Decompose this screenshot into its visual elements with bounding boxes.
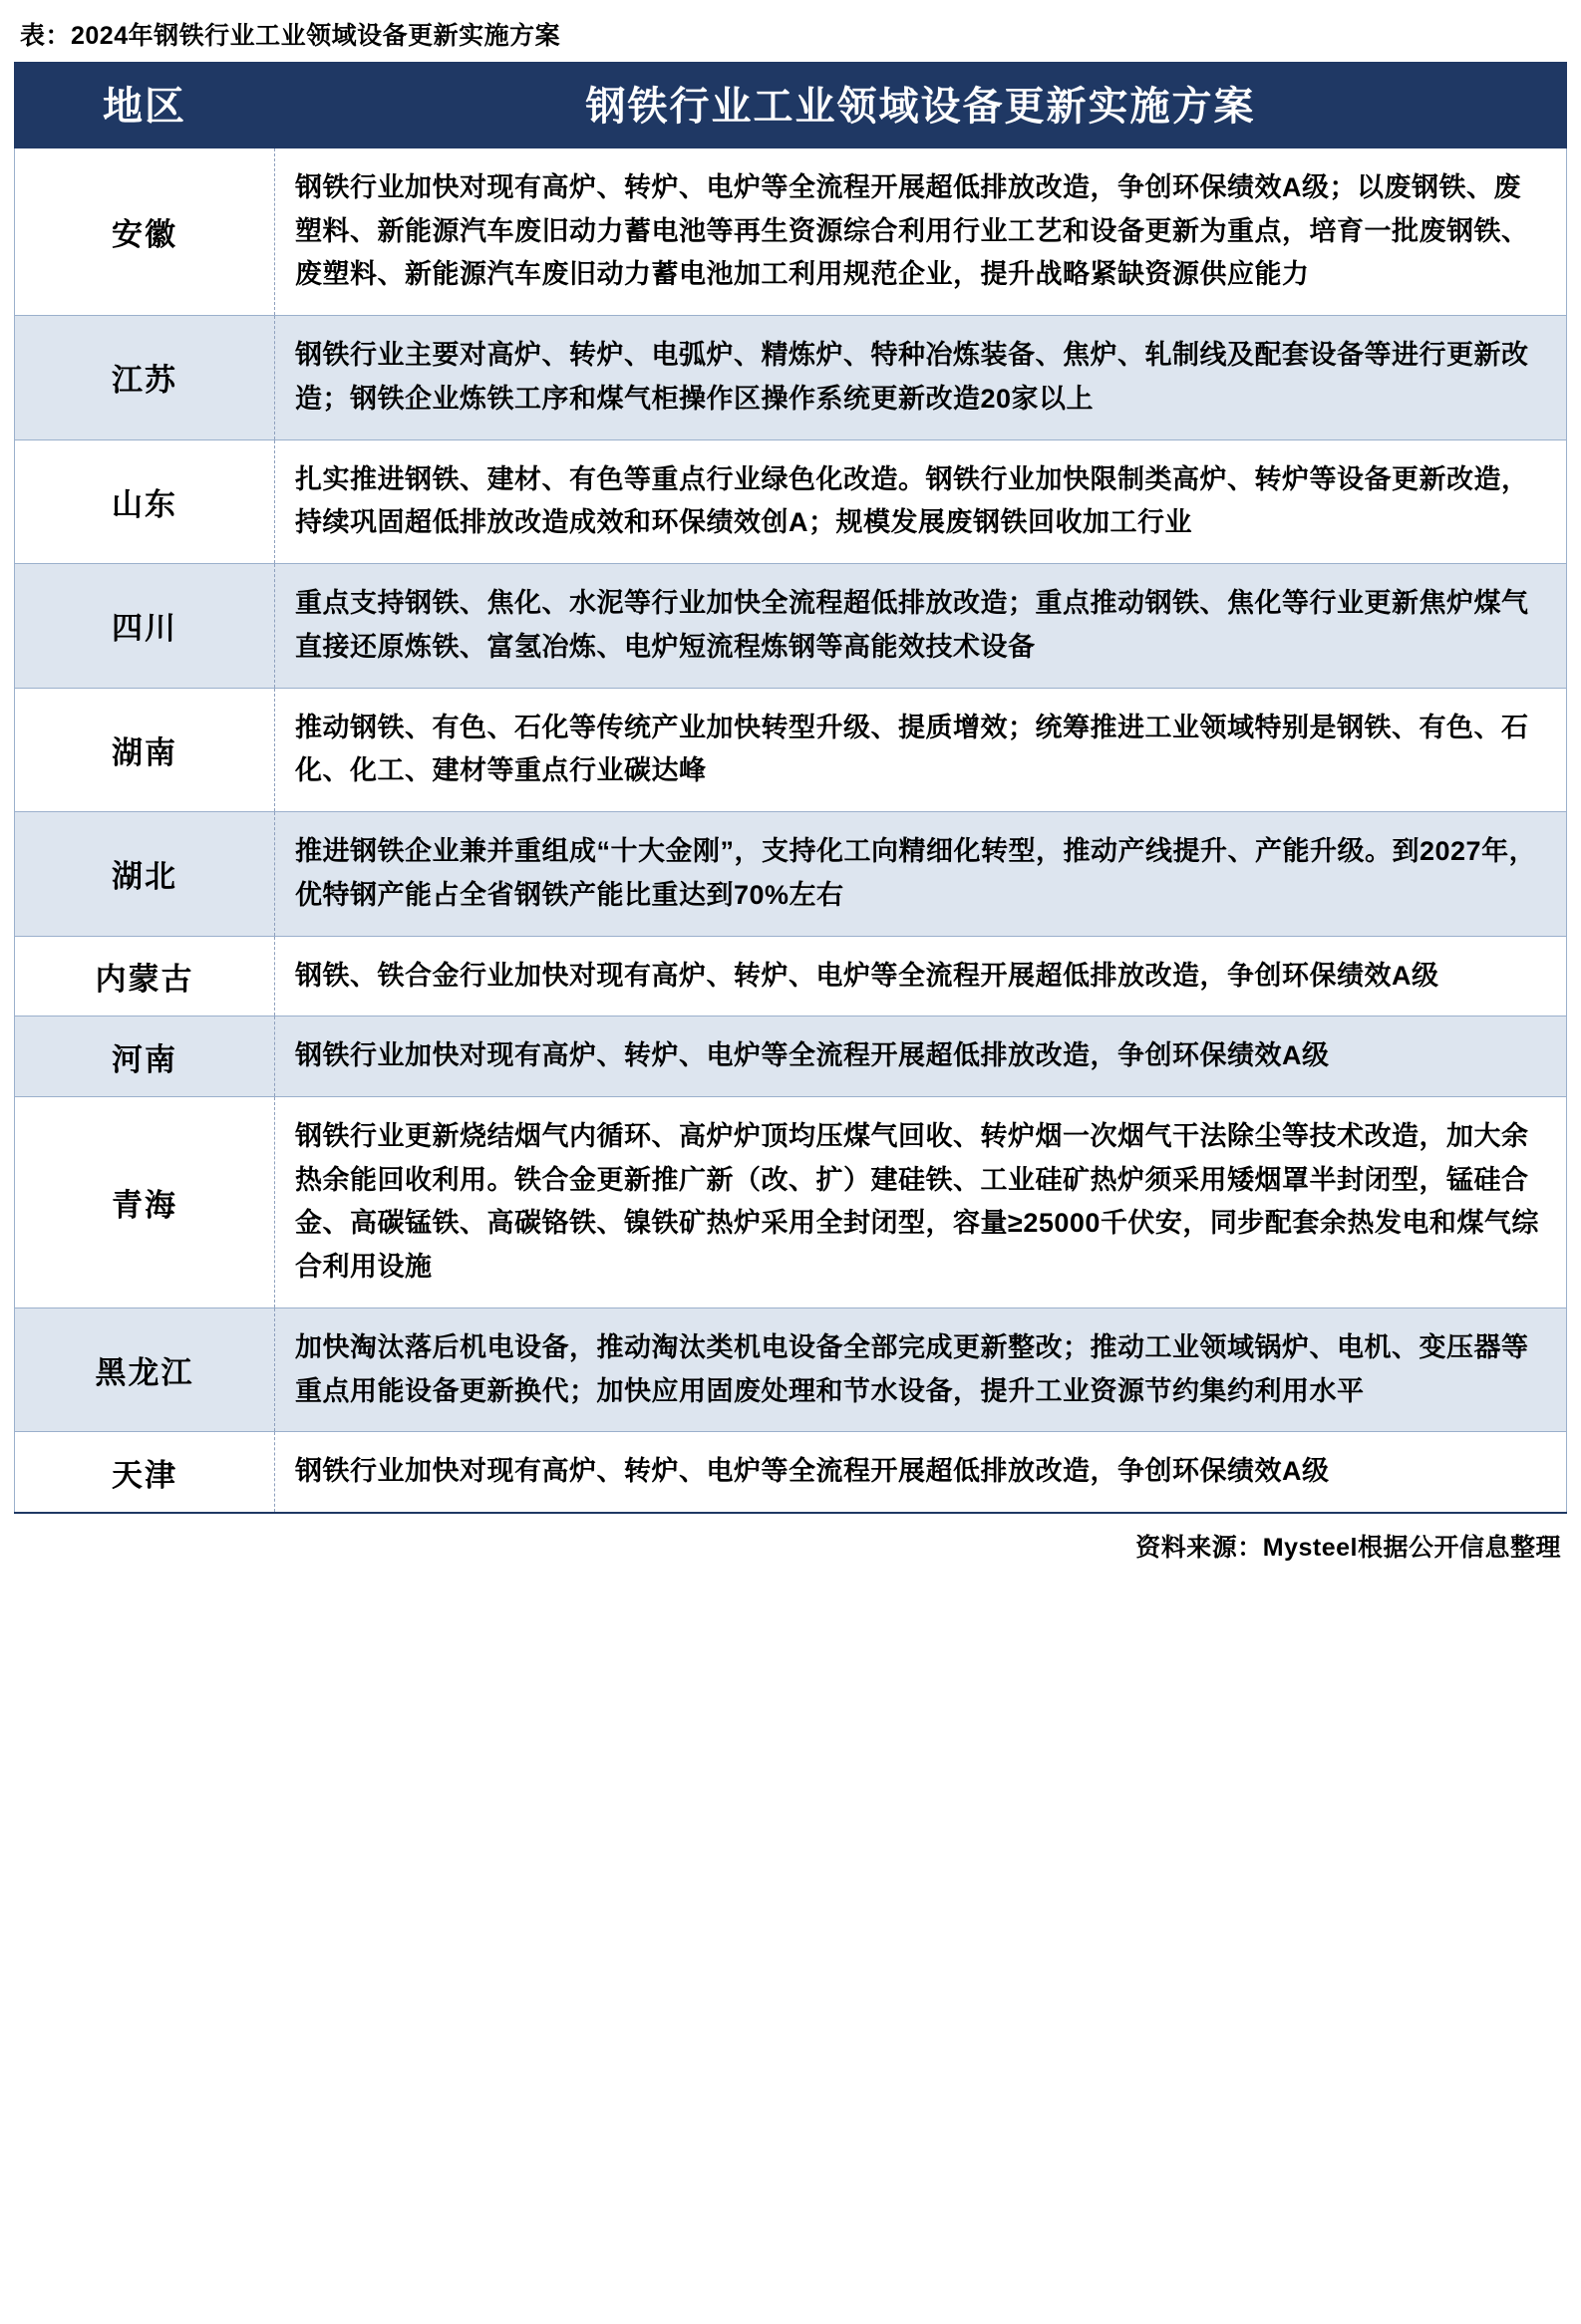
- table-body: [15, 148, 1567, 1514]
- table-header-row: [15, 63, 1567, 148]
- table-row: [15, 1097, 1567, 1308]
- table-row: [15, 936, 1567, 1017]
- equipment-update-plan-table: [14, 62, 1567, 1514]
- cell-region: 黑龙江: [15, 1307, 275, 1431]
- cell-region: 内蒙古: [15, 936, 275, 1017]
- cell-plan: 扎实推进钢铁、建材、有色等重点行业绿色化改造。钢铁行业加快限制类高炉、转炉等设备更新改造，持续巩固超低排放改造成效和环保绩效创A；规模发展废钢铁回收加工行业: [275, 439, 1567, 563]
- cell-region: 山东: [15, 439, 275, 563]
- table-row: [15, 148, 1567, 316]
- table-header: [15, 63, 1567, 148]
- cell-plan: 加快淘汰落后机电设备，推动淘汰类机电设备全部完成更新整改；推动工业领域锅炉、电机、变压器等重点用能设备更新换代；加快应用固废处理和节水设备，提升工业资源节约集约利用水平: [275, 1307, 1567, 1431]
- cell-plan: 重点支持钢铁、焦化、水泥等行业加快全流程超低排放改造；重点推动钢铁、焦化等行业更新焦炉煤气直接还原炼铁、富氢冶炼、电炉短流程炼钢等高能效技术设备: [275, 564, 1567, 688]
- cell-plan: 钢铁行业主要对高炉、转炉、电弧炉、精炼炉、特种冶炼装备、焦炉、轧制线及配套设备等进行更新改造；钢铁企业炼铁工序和煤气柜操作区操作系统更新改造20家以上: [275, 316, 1567, 439]
- cell-region: 湖北: [15, 812, 275, 936]
- cell-region: 安徽: [15, 148, 275, 316]
- column-header-region: 地区: [15, 63, 275, 148]
- cell-region: 天津: [15, 1432, 275, 1513]
- table-row: [15, 439, 1567, 563]
- table-row: [15, 1307, 1567, 1431]
- source-note: 资料来源：Mysteel根据公开信息整理: [1135, 1534, 1561, 1563]
- cell-plan: 钢铁行业更新烧结烟气内循环、高炉炉顶均压煤气回收、转炉烟一次烟气干法除尘等技术改造，加大余热余能回收利用。铁合金更新推广新（改、扩）建硅铁、工业硅矿热炉须采用矮烟罩半封闭型，锰硅合金、高碳锰铁、高碳铬铁、镍铁矿热炉采用全封闭型，容量≥25000千伏安，同步配套余热发电和煤气综合利用设施: [275, 1097, 1567, 1308]
- table-caption: 表：2024年钢铁行业工业领域设备更新实施方案: [20, 22, 561, 50]
- table-row: [15, 1017, 1567, 1097]
- table-row: [15, 564, 1567, 688]
- cell-region: 湖南: [15, 688, 275, 811]
- cell-plan: 钢铁行业加快对现有高炉、转炉、电炉等全流程开展超低排放改造，争创环保绩效A级: [275, 1432, 1567, 1513]
- cell-plan: 推进钢铁企业兼并重组成“十大金刚”，支持化工向精细化转型，推动产线提升、产能升级。到2027年，优特钢产能占全省钢铁产能比重达到70%左右: [275, 812, 1567, 936]
- cell-region: 江苏: [15, 316, 275, 439]
- cell-region: 青海: [15, 1097, 275, 1308]
- table-row: [15, 812, 1567, 936]
- table-row: [15, 688, 1567, 811]
- source-note-container: [14, 1514, 1567, 1580]
- cell-plan: 钢铁行业加快对现有高炉、转炉、电炉等全流程开展超低排放改造，争创环保绩效A级；以废钢铁、废塑料、新能源汽车废旧动力蓄电池等再生资源综合利用行业工艺和设备更新为重点，培育一批废钢铁、废塑料、新能源汽车废旧动力蓄电池加工利用规范企业，提升战略紧缺资源供应能力: [275, 148, 1567, 316]
- cell-plan: 钢铁行业加快对现有高炉、转炉、电炉等全流程开展超低排放改造，争创环保绩效A级: [275, 1017, 1567, 1097]
- cell-region: 河南: [15, 1017, 275, 1097]
- cell-region: 四川: [15, 564, 275, 688]
- table-row: [15, 316, 1567, 439]
- table-row: [15, 1432, 1567, 1513]
- cell-plan: 推动钢铁、有色、石化等传统产业加快转型升级、提质增效；统筹推进工业领域特别是钢铁、有色、石化、化工、建材等重点行业碳达峰: [275, 688, 1567, 811]
- cell-plan: 钢铁、铁合金行业加快对现有高炉、转炉、电炉等全流程开展超低排放改造，争创环保绩效A级: [275, 936, 1567, 1017]
- column-header-plan: 钢铁行业工业领域设备更新实施方案: [275, 63, 1567, 148]
